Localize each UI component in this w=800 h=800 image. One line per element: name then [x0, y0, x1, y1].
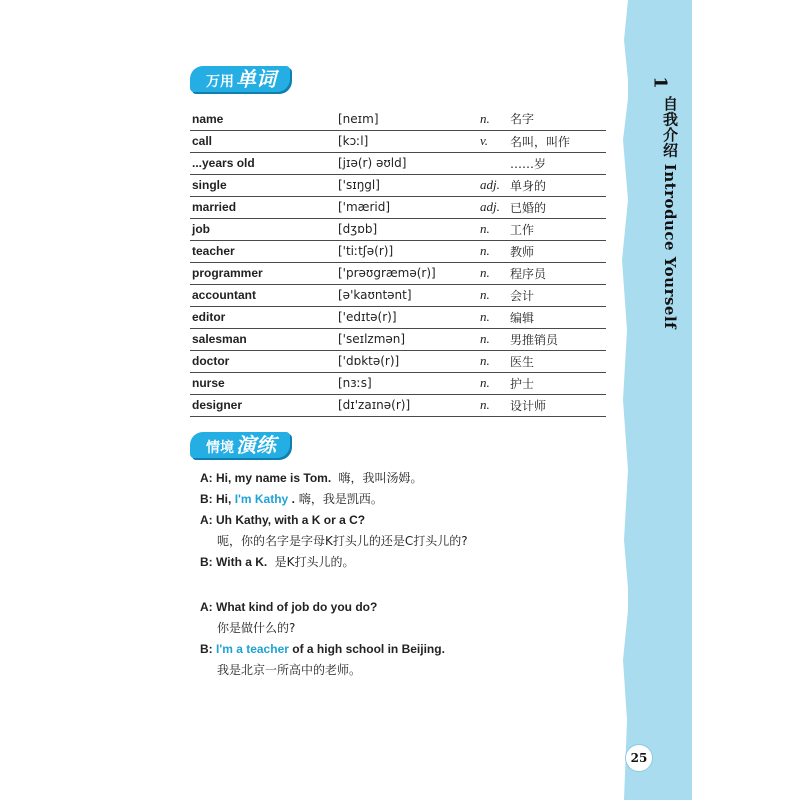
vocab-meaning: 医生 [510, 354, 535, 369]
vocab-row [190, 328, 606, 350]
vocab-row [190, 350, 606, 372]
vocab-word: ...years old [192, 156, 255, 170]
dialog-line [200, 552, 620, 573]
dialog-english: Hi, [216, 492, 232, 506]
vocab-word: editor [192, 310, 226, 324]
vocab-row [190, 306, 606, 328]
vocab-pos: adj. [480, 199, 500, 214]
dialog-speaker: B: [200, 642, 213, 656]
dialog-line [200, 639, 620, 660]
vocab-word: teacher [192, 244, 235, 258]
dialog-english-rest: of a high school in Beijing. [292, 642, 445, 656]
dialog-highlight: I'm Kathy [234, 492, 289, 506]
vocab-pos: n. [480, 375, 490, 390]
vocab-row [190, 240, 606, 262]
dialog-line [200, 510, 620, 531]
dialog-line [200, 597, 620, 618]
vocab-row [190, 174, 606, 196]
vocab-section-header [190, 66, 290, 92]
dialog-badge [190, 432, 290, 458]
vocab-pos: n. [480, 353, 490, 368]
dialog-translation: 我是北京一所高中的老师。 [217, 663, 362, 677]
vocab-meaning: 程序员 [510, 266, 547, 281]
dialog-chinese: 嗨，我是凯西。 [298, 492, 383, 506]
vocab-ipa: [dɪ'zaɪnə(r)] [338, 398, 411, 412]
vocab-ipa: [kɔːl] [338, 134, 369, 148]
dialog-speaker: A: [200, 513, 213, 527]
vocab-row [190, 394, 606, 416]
vocab-word: name [192, 111, 224, 126]
vocab-ipa: ['sɪŋgl] [338, 178, 380, 192]
vocab-header-small: 万用 [206, 74, 234, 90]
vocab-row [190, 262, 606, 284]
vocab-meaning: 教师 [510, 244, 535, 259]
vocab-meaning: 会计 [510, 288, 535, 303]
dialog-english-rest: . [291, 492, 295, 506]
vocab-ipa: [neɪm] [338, 111, 379, 126]
vocab-meaning: 名叫，叫作 [510, 134, 571, 149]
vocab-header-big: 单词 [236, 67, 276, 91]
dialog-english: Uh Kathy, with a K or a C? [216, 513, 366, 527]
vocab-pos: n. [480, 287, 490, 302]
dialog-line [200, 468, 620, 489]
vocabulary-table [190, 108, 606, 417]
vocab-pos: n. [480, 309, 490, 324]
page-number: 25 [625, 744, 653, 772]
vocab-ipa: ['prəʊgræmə(r)] [338, 266, 436, 280]
vocab-pos: n. [480, 243, 490, 258]
dialog-translation: 你是做什么的? [217, 621, 296, 635]
vocab-row [190, 152, 606, 174]
vocab-ipa: ['tiːtʃə(r)] [338, 244, 394, 258]
vocab-pos: n. [480, 265, 490, 280]
dialog-header-small: 情境 [206, 440, 234, 456]
vocab-pos [478, 152, 508, 174]
vocab-ipa: [nɜːs] [338, 376, 372, 390]
vocab-word: call [192, 134, 213, 148]
dialog-block [200, 597, 620, 681]
vocab-ipa: ['edɪtə(r)] [338, 310, 397, 324]
vocab-word: married [192, 200, 237, 214]
vocab-ipa: [ə'kaʊntənt] [338, 288, 412, 302]
vocab-ipa: ['mærid] [338, 200, 391, 214]
dialog-english: With a K. [216, 555, 268, 569]
vocab-ipa: [dʒɒb] [338, 222, 378, 236]
vocab-meaning: 已婚的 [510, 200, 547, 215]
dialog-speaker: B: [200, 555, 213, 569]
vocab-meaning: 工作 [510, 222, 535, 237]
vocab-meaning: 名字 [510, 112, 535, 127]
dialog-chinese: 嗨，我叫汤姆。 [338, 471, 423, 485]
vocab-pos: n. [480, 397, 490, 412]
dialog-highlight: I'm a teacher [216, 642, 289, 656]
vocab-meaning: 护士 [510, 376, 535, 391]
vocab-pos: n. [480, 331, 490, 346]
vocab-row [190, 372, 606, 394]
chapter-number: 1 [649, 76, 671, 89]
vocab-meaning: 单身的 [510, 178, 547, 193]
dialog-speaker: B: [200, 492, 213, 506]
vocab-word: programmer [192, 266, 263, 280]
dialog-chinese: 是K打头儿的。 [274, 555, 355, 569]
vocab-row [190, 130, 606, 152]
dialog-block [200, 468, 620, 573]
vocab-word: job [192, 222, 210, 236]
torn-edge-decoration [618, 0, 632, 800]
vocab-badge [190, 66, 290, 92]
vocab-ipa: ['dɒktə(r)] [338, 354, 400, 368]
chapter-title: 自我介绍 Introduce Yourself [661, 96, 679, 330]
dialog-speaker: A: [200, 471, 213, 485]
vocab-pos: n. [480, 221, 490, 236]
vocab-meaning: 编辑 [510, 310, 535, 325]
vocab-ipa: ['seɪlzmən] [338, 332, 406, 346]
vocab-row [190, 196, 606, 218]
vocab-pos: v. [480, 133, 489, 148]
dialog-speaker: A: [200, 600, 213, 614]
vocab-meaning: 设计师 [510, 398, 547, 413]
vocab-word: doctor [192, 354, 230, 368]
dialog-translation: 呃，你的名字是字母K打头儿的还是C打头儿的? [217, 534, 468, 548]
dialog-section-header [190, 432, 290, 458]
dialog-header-big: 演练 [236, 433, 276, 457]
vocab-row [190, 284, 606, 306]
vocab-row [190, 218, 606, 240]
dialog-practice [200, 468, 620, 705]
vocab-meaning: 男推销员 [510, 332, 559, 347]
vocab-word: single [192, 178, 227, 192]
vocab-word: designer [192, 398, 243, 412]
vocab-meaning: ……岁 [510, 156, 547, 171]
vocab-word: accountant [192, 288, 257, 302]
vocab-row [190, 108, 606, 130]
vocab-pos: adj. [480, 177, 500, 192]
vocab-ipa: [jɪə(r) əʊld] [338, 156, 407, 170]
vocab-pos: n. [480, 110, 490, 126]
dialog-english: Hi, my name is Tom. [216, 471, 332, 485]
vocab-word: nurse [192, 376, 225, 390]
dialog-line [200, 489, 620, 510]
vocab-word: salesman [192, 332, 247, 346]
dialog-english: What kind of job do you do? [216, 600, 378, 614]
